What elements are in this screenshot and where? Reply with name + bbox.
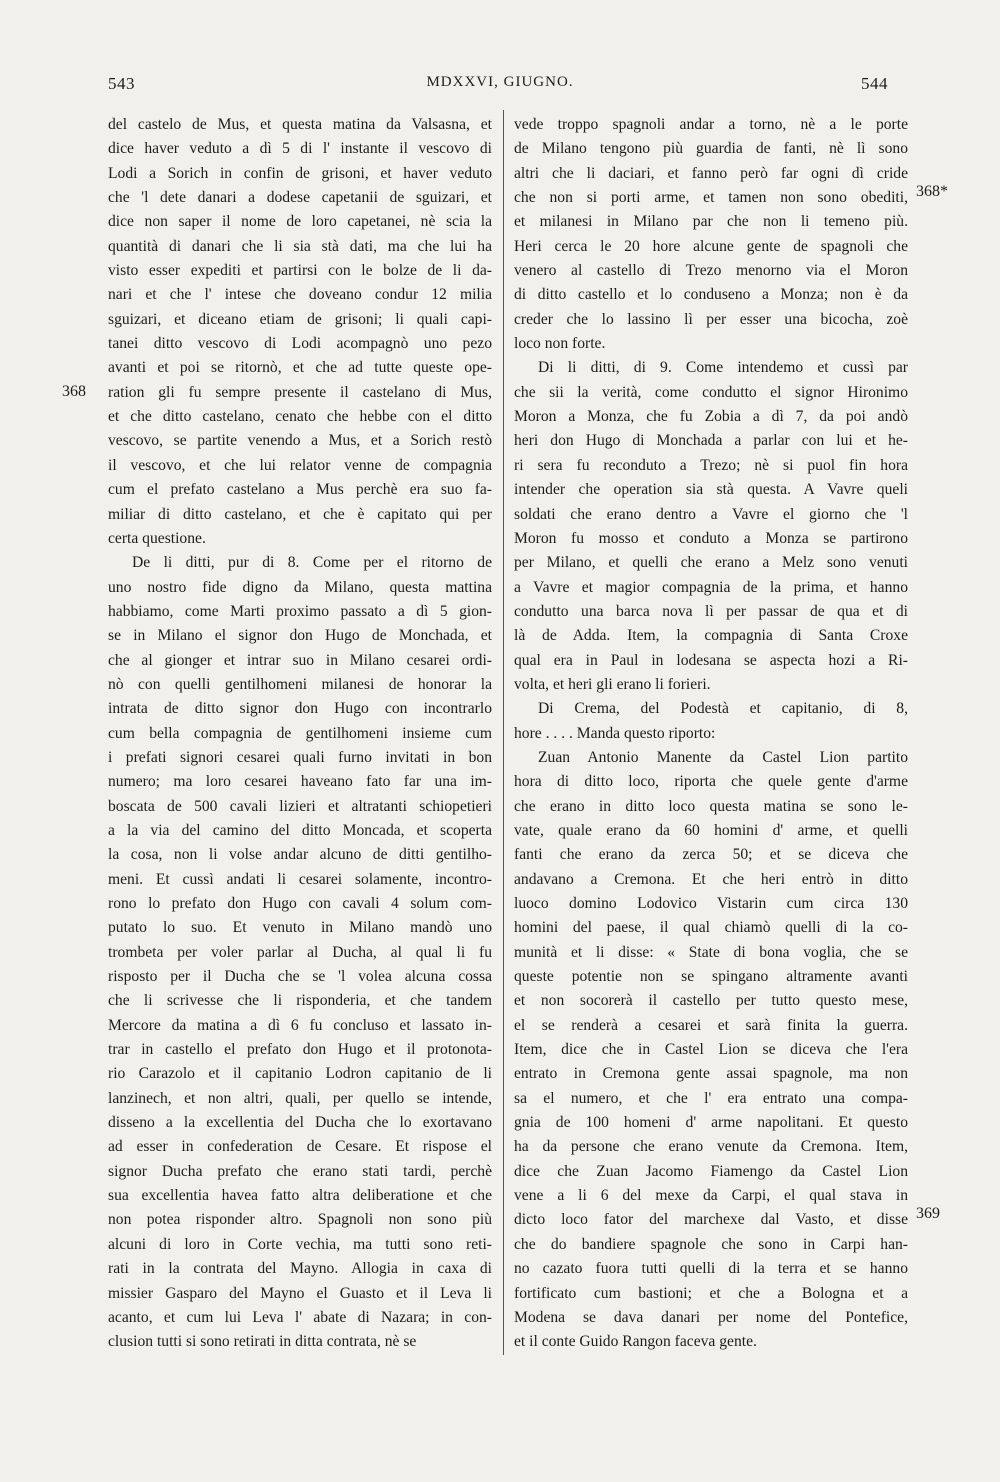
text-line: là de Adda. Item, la compagnia di Santa Croxe	[514, 627, 908, 645]
right-page-number: 544	[861, 74, 888, 93]
text-line: condutto una barca nova lì per passar de qua et di	[514, 602, 908, 620]
text-line: rio Carazolo et il capitanio Lodron capitanio de li	[108, 1065, 492, 1083]
text-line: dice che Zuan Jacomo Fiamengo da Castel Lion	[514, 1162, 908, 1180]
text-line: trar in castello el prefato don Hugo et il protonota-	[108, 1041, 492, 1059]
text-line: di ditto castello et lo conduseno a Monza; non è da	[514, 286, 908, 304]
left-text-column	[108, 113, 492, 1355]
text-line: nò con quelli gentilhomeni milanesi de honorar la	[108, 675, 492, 693]
text-line: risposto per il Ducha che se 'l volea alcuna cossa	[108, 968, 492, 986]
text-line: sua excellentia havea fatto altra deliberatione et che	[108, 1187, 492, 1205]
text-line: che do bandiere spagnole che sono in Carpi han-	[514, 1235, 908, 1253]
text-line: i prefati signori cesarei quali furno invitati in bon	[108, 748, 492, 766]
text-line: dicto loco fator del marchexe dal Vasto, et disse	[514, 1211, 908, 1229]
column-divider	[503, 110, 504, 1355]
text-line: andavano a Cremona. Et che heri entrò in ditto	[514, 870, 908, 888]
text-line: il vescovo, et che lui relator venne de compagnia	[108, 456, 492, 474]
text-line: intrata de ditto signor don Hugo con incontrarlo	[108, 700, 492, 718]
text-line: lanzinech, et non altri, quali, per quello se intende,	[108, 1089, 492, 1107]
text-line: dice non saper il nome de loro capetanei, nè scia la	[108, 213, 492, 231]
text-line: volta, et heri gli erano li forieri.	[514, 675, 711, 693]
text-line: visto esser expediti et partirsi con le bolze de li da-	[108, 262, 492, 280]
text-line: qual era in Paul in lodesana se aspecta hozi a Ri-	[514, 651, 908, 669]
text-line: Item, dice che in Castel Lion se diceva che l'era	[514, 1041, 908, 1059]
text-line: munità et li disse: « State di bona voglia, che se	[514, 943, 908, 961]
text-line: ad esser in confederation de Cesare. Et rispose el	[108, 1138, 492, 1156]
text-line: De li ditti, pur di 8. Come per el ritorno de	[132, 554, 492, 572]
text-line: de Milano tengono più guardia de fanti, nè lì sono	[514, 140, 908, 158]
text-line: Moron a Monza, che fu Zobia a dì 7, da poi andò	[514, 408, 908, 426]
text-line: creder che lo lassino lì per esser una bicocha, zoè	[514, 310, 908, 328]
right-text-column	[514, 113, 908, 1355]
text-line: la cosa, non li volse andar alcuno de ditti gentilho-	[108, 846, 492, 864]
text-line: fanti che erano da zerca 50; et se diceva che	[514, 846, 908, 864]
text-line: che sii la verità, come condutto el signor Hironimo	[514, 383, 908, 401]
text-line: certa questione.	[108, 529, 206, 547]
text-line: miliar di ditto castelano, et che è capitato qui per	[108, 505, 492, 523]
text-line: et che ditto castelano, cenato che hebbe con el ditto	[108, 408, 492, 426]
text-line: vate, quale erano da 60 homini d' arme, et quelli	[514, 821, 908, 839]
text-line: tanei ditto vescovo di Lodi acompagnò uno pezo	[108, 335, 492, 353]
text-line: luoco domino Lodovico Vistarin cum circa 130	[514, 895, 908, 912]
text-line: se in Milano el signor don Hugo de Monchada, et	[108, 627, 492, 645]
left-page-number: 543	[108, 74, 135, 93]
text-line: habbiamo, come Marti proximo passato a dì 5 gion-	[108, 602, 492, 620]
text-line: no cazato fuora tutti quelli di la terra et se hanno	[514, 1260, 908, 1278]
text-line: rono lo prefato don Hugo con cavali 4 solum com-	[108, 895, 492, 912]
text-line: fortificato cum bastioni; et che a Bologna et a	[514, 1284, 908, 1302]
text-line: vene a li 6 del mexe da Carpi, el qual stava in	[514, 1187, 908, 1205]
text-line: rati in la contrata del Mayno. Allogia in caxa di	[108, 1260, 492, 1278]
text-line: et non socorerà il castello per tutto questo mese,	[514, 992, 908, 1010]
text-line: el se renderà a cesarei et sarà finita la guerra.	[514, 1016, 908, 1034]
text-line: per Milano, et quelli che erano a Melz sono venuti	[514, 554, 908, 572]
text-line: entrato in Cremona gente assai spagnole, ma non	[514, 1065, 908, 1083]
text-line: vescovo, se partite venendo a Mus, et a Sorich restò	[108, 432, 492, 450]
text-line: hore . . . . Manda questo riporto:	[514, 724, 716, 742]
text-line: Moron fu mosso et conduto a Monza se partirono	[514, 529, 908, 547]
text-line: Di Crema, del Podestà et capitanio, di 8,	[538, 700, 908, 718]
text-line: homini del paese, il qual chiamò quelli di la co-	[514, 919, 908, 937]
text-line: queste potentie non se spingano altramente avanti	[514, 968, 908, 986]
text-line: et il conte Guido Rangon faceva gente.	[514, 1333, 757, 1351]
text-line: intender che operation sia stà questa. A Vavre queli	[514, 481, 908, 499]
text-line: cum el prefato castelano a Mus perchè era suo fa-	[108, 481, 492, 499]
text-line: a la via del camino del ditto Moncada, et scoperta	[108, 821, 492, 839]
text-line: quantità di danari che li sia stà dati, ma che lui ha	[108, 237, 492, 255]
text-line: heri don Hugo di Monchada a parlar con lui et he-	[514, 432, 908, 450]
text-line: cum bella compagnia de gentilhomeni insieme cum	[108, 724, 492, 742]
text-line: che al gionger et intrar suo in Milano cesarei ordi-	[108, 651, 492, 669]
text-line: ha da persone che erano venute da Cremona. Item,	[514, 1138, 908, 1156]
text-line: meni. Et cussì andati li cesarei solamente, incontro-	[108, 870, 492, 888]
text-line: che non si porti arme, et tamen non sono obediti,	[514, 189, 908, 207]
text-line: soldati che erano dentro a Vavre el giorno che 'l	[514, 505, 908, 523]
text-line: alcuni di loro in Corte vechia, ma tutti sono reti-	[108, 1235, 492, 1253]
text-line: Modena se dava danari per nome del Pontefice,	[514, 1308, 908, 1326]
text-line: avanti et poi se ritornò, et che ad tutte queste ope-	[108, 359, 492, 377]
text-line: nari et che l' intese che doveano condur 12 milia	[108, 286, 492, 304]
margin-note-right-bottom: 369	[916, 1205, 940, 1222]
text-line: Zuan Antonio Manente da Castel Lion partito	[538, 748, 908, 766]
text-line: numero; ma loro cesarei haveano fato far una im-	[108, 773, 492, 791]
running-title: MDXXVI, GIUGNO.	[426, 74, 574, 90]
text-line: a Vavre et magior compagnia de la prima, et hanno	[514, 578, 908, 596]
text-line: et milanesi in Milano par che non li temeno più.	[514, 213, 908, 231]
text-line: ration gli fu sempre presente il castelano di Mus,	[108, 383, 492, 401]
text-line: hora di ditto loco, riporta che quele gente d'arme	[514, 773, 908, 791]
text-line: disseno a la excellentia del Ducha che lo exortavano	[108, 1114, 492, 1132]
text-line: Mercore da matina a dì 6 fu concluso et lassato in-	[108, 1016, 492, 1034]
text-line: signor Ducha prefato che erano stati tardi, perchè	[108, 1162, 492, 1180]
text-line: ri sera fu reconduto a Trezo; nè si puol fin hora	[514, 456, 908, 474]
text-line: sguizari, et diceano etiam de grisoni; li quali capi-	[108, 310, 492, 328]
text-line: boscata de 500 cavali lizieri et altratanti schiopetieri	[108, 797, 492, 815]
text-line: missier Gasparo del Mayno el Guasto et il Leva li	[108, 1284, 492, 1302]
text-line: acanto, et cum lui Leva l' abate di Nazara; in con-	[108, 1308, 492, 1326]
text-line: Lodi a Sorich in confin de grisoni, et haver veduto	[108, 164, 492, 182]
text-line: Heri cerca le 20 hore alcune gente de spagnoli che	[514, 237, 908, 255]
text-line: dice haver veduto a dì 5 di l' instante il vescovo di	[108, 140, 492, 158]
text-line: del castelo de Mus, et questa matina da Valsasna, et	[108, 116, 492, 133]
text-line: che li scrivesse che li risponderia, et che tandem	[108, 992, 492, 1010]
text-line: putato lo suo. Et venuto in Milano mandò uno	[108, 919, 492, 937]
margin-note-left: 368	[62, 383, 86, 400]
text-line: clusion tutti si sono retirati in ditta contrata, nè se	[108, 1333, 417, 1351]
text-line: sa el numero, et che l' era entrato una compa-	[514, 1089, 908, 1107]
text-line: uno nostro fide digno da Milano, questa mattina	[108, 578, 492, 596]
text-line: vede troppo spagnoli andar a torno, nè a le porte	[514, 116, 908, 133]
text-line: che erano in ditto loco questa matina se sono le-	[514, 797, 908, 815]
text-line: trombeta per voler parlar al Ducha, al qual li fu	[108, 943, 492, 961]
text-line: altri che li daciari, et fanno però far ogni dì cride	[514, 164, 908, 182]
margin-note-right-top: 368*	[916, 183, 948, 200]
text-line: che 'l dete danari a dodese capetanii de sguizari, et	[108, 189, 492, 207]
text-line: non potea risponder altro. Spagnoli non sono più	[108, 1211, 492, 1229]
text-line: Di li ditti, di 9. Come intendemo et cussì par	[538, 359, 908, 377]
text-line: gnia de 100 homeni d' arme napolitani. Et questo	[514, 1114, 908, 1132]
text-line: venero al castello di Trezo menorno via el Moron	[514, 262, 908, 280]
text-line: loco non forte.	[514, 335, 606, 353]
